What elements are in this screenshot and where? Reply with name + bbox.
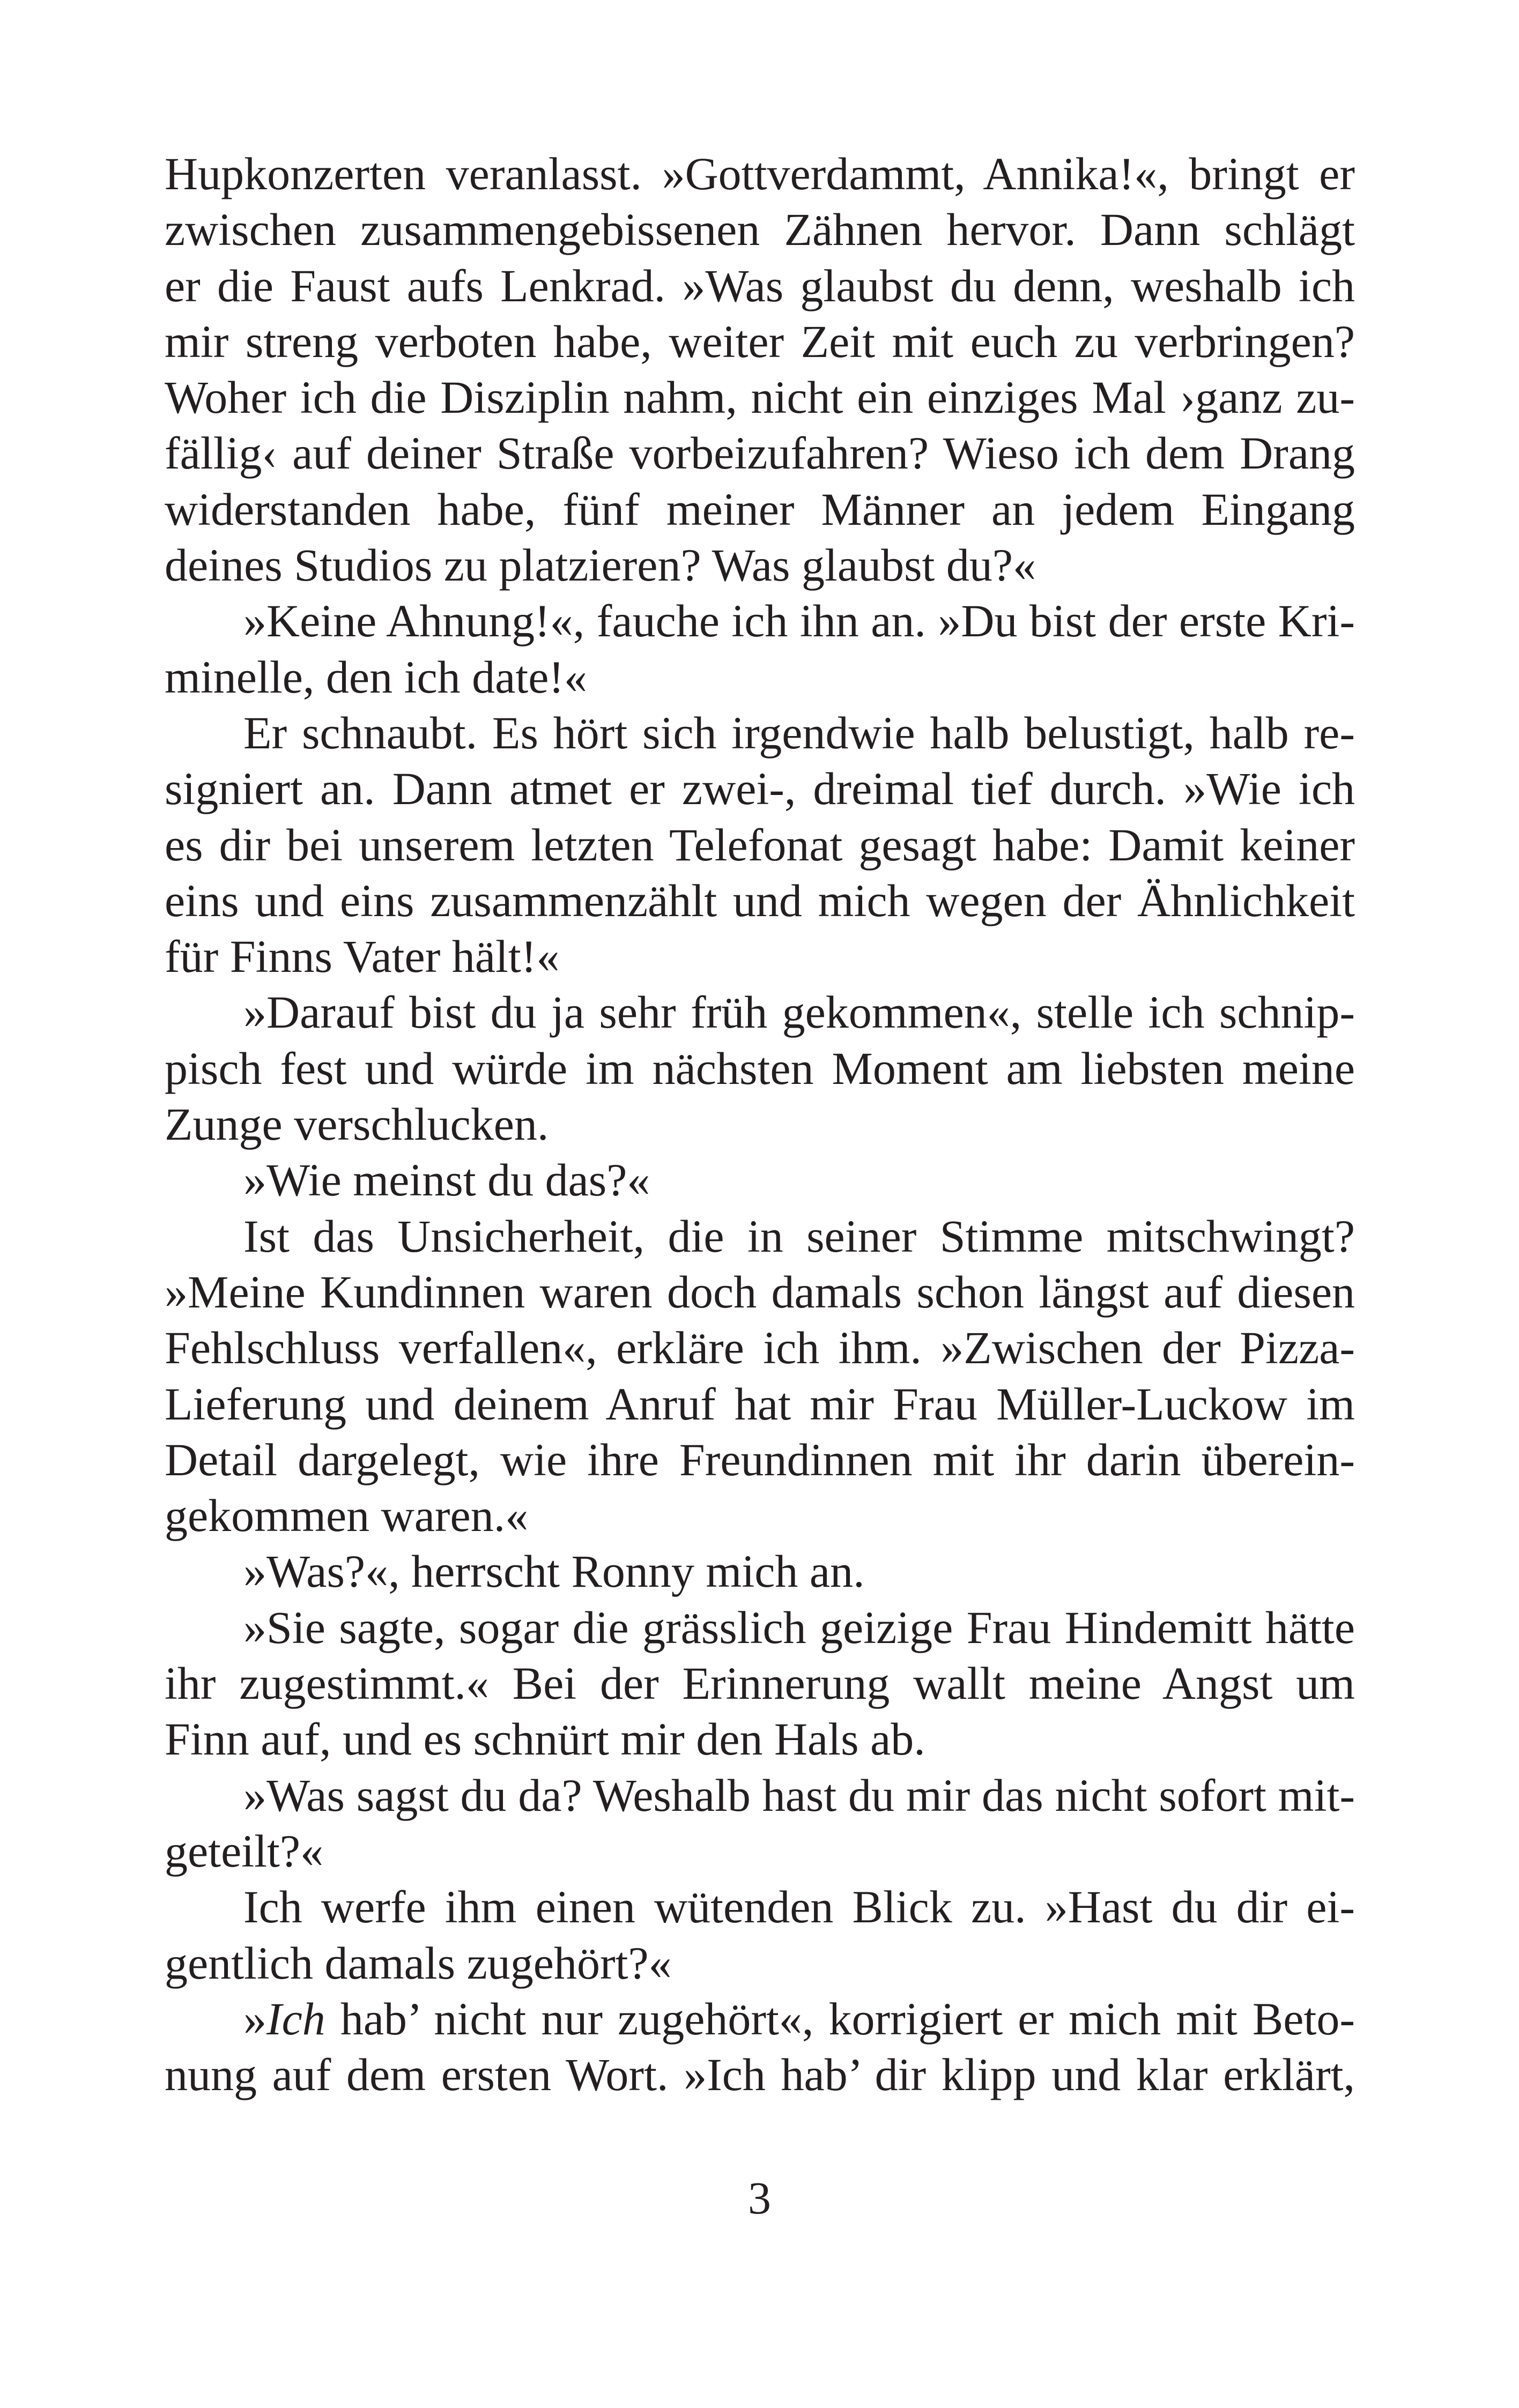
text-line: Finn auf, und es schnürt mir den Hals ab. (165, 1713, 925, 1765)
text-line: nung auf dem ersten Wort. »Ich hab’ dir klipp und klar erklärt, (165, 2049, 1355, 2101)
text-line: gekommen waren.« (165, 1490, 529, 1542)
text-line: fällig‹ auf deiner Straße vorbeizufahren? Wieso ich dem Drang (165, 427, 1355, 479)
text-line: mir streng verboten habe, weiter Zeit mit euch zu verbringen? (165, 315, 1355, 367)
text-line: Zunge verschlucken. (165, 1098, 549, 1150)
page-number: 3 (748, 2172, 771, 2224)
text-line: für Finns Vater hält!« (165, 931, 560, 983)
text-line: Hupkonzerten veranlasst. »Gottverdammt, Annika!«, bringt er (165, 148, 1355, 199)
text-line: »Wie meinst du das?« (243, 1154, 650, 1206)
text-line: Er schnaubt. Es hört sich irgendwie halb belustigt, halb re- (243, 707, 1355, 759)
text-line: er die Faust aufs Lenkrad. »Was glaubst du denn, weshalb ich (165, 259, 1355, 311)
line-remainder: hab’ nicht nur zugehört«, korrigiert er mich mit Beto- (325, 1993, 1355, 2045)
text-line: gentlich damals zugehört?« (165, 1937, 672, 1989)
text-line: signiert an. Dann atmet er zwei-, dreimal tief durch. »Wie ich (165, 763, 1355, 815)
text-line: »Keine Ahnung!«, fauche ich ihn an. »Du bist der erste Kri- (243, 595, 1355, 647)
text-line: widerstanden habe, fünf meiner Männer an jedem Eingang (165, 483, 1355, 535)
text-line: ihr zugestimmt.« Bei der Erinnerung wallt meine Angst um (165, 1658, 1355, 1710)
text-line: Detail dargelegt, wie ihre Freundinnen mit ihr darin überein- (165, 1433, 1355, 1485)
text-line: pisch fest und würde im nächsten Moment am liebsten meine (165, 1042, 1355, 1094)
quote-mark: » (243, 1993, 266, 2045)
body-text (165, 146, 1355, 2102)
text-line: »Was sagst du da? Weshalb hast du mir das nicht sofort mit- (243, 1769, 1355, 1821)
text-line-italic-start (165, 1991, 1355, 2047)
text-line: eins und eins zusammenzählt und mich wegen der Ähnlichkeit (165, 874, 1355, 926)
emphasized-word: Ich (266, 1993, 325, 2045)
text-line: »Sie sagte, sogar die grässlich geizige Frau Hindemitt hätte (243, 1601, 1355, 1653)
text-line: deines Studios zu platzieren? Was glaubst du?« (165, 539, 1036, 591)
text-line: Woher ich die Disziplin nahm, nicht ein einziges Mal ›ganz zu- (165, 371, 1355, 423)
text-line: es dir bei unserem letzten Telefonat gesagt habe: Damit keiner (165, 819, 1355, 871)
text-line: Lieferung und deinem Anruf hat mir Frau Müller-Luckow im (165, 1378, 1355, 1430)
text-line: »Meine Kundinnen waren doch damals schon längst auf diesen (165, 1266, 1355, 1318)
text-line: Fehlschluss verfallen«, erkläre ich ihm. »Zwischen der Pizza- (165, 1322, 1355, 1374)
text-line: »Darauf bist du ja sehr früh gekommen«, stelle ich schnip- (243, 986, 1355, 1038)
text-line: zwischen zusammengebissenen Zähnen hervor. Dann schlägt (165, 204, 1355, 256)
text-line: minelle, den ich date!« (165, 651, 588, 703)
text-line: Ich werfe ihm einen wütenden Blick zu. »Hast du dir ei- (243, 1881, 1355, 1933)
text-line: geteilt?« (165, 1825, 324, 1877)
text-line: »Was?«, herrscht Ronny mich an. (243, 1545, 865, 1597)
text-line: Ist das Unsicherheit, die in seiner Stimme mitschwingt? (243, 1210, 1355, 1262)
